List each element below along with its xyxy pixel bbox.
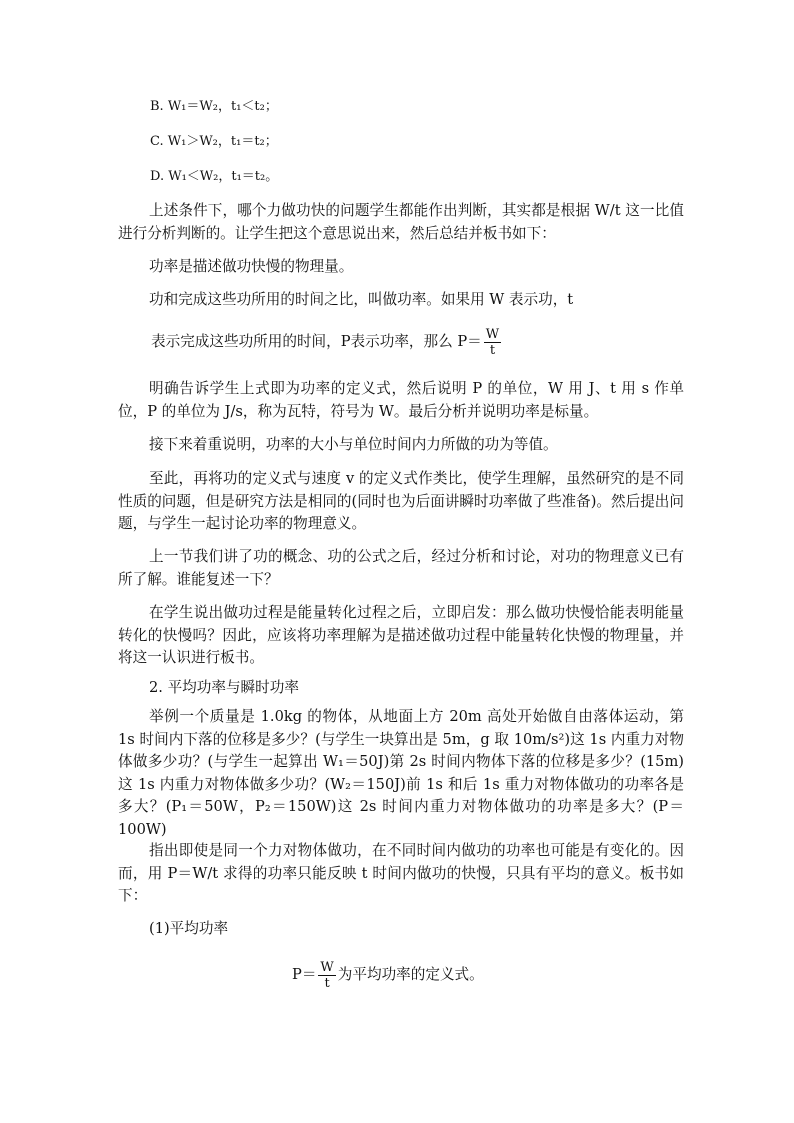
formula-left: P＝: [292, 966, 317, 983]
average-power-fraction: [318, 960, 335, 991]
fraction-denominator: t: [324, 975, 330, 991]
fraction-numerator: W: [485, 326, 500, 342]
paragraph-analogy: 至此，再将功的定义式与速度 v 的定义式作类比，使学生理解，虽然研究的是不同性质的问题，但是研究方法是相同的(同时也为后面讲瞬时功率做了些准备)。然后提出问题，与学生一起讨论功率的物理意义。: [118, 470, 684, 532]
paragraph-unit: 明确告诉学生上式即为功率的定义式，然后说明 P 的单位，W 用 J、t 用 s 作单位，P 的单位为 J/s，称为瓦特，符号为 W。最后分析并说明功率是标量。: [118, 380, 684, 420]
definition-formula-line: [151, 325, 503, 359]
paragraph-energy: 在学生说出做功过程是能量转化过程之后，立即启发：那么做功快慢恰能表明能量转化的快慢吗？因此，应该将功率理解为是描述做功过程中能量转化快慢的物理量，并将这一认识进行板书。: [118, 604, 684, 666]
section-heading-2: 2. 平均功率与瞬时功率: [149, 679, 299, 696]
definition-line-2: 功和完成这些功所用的时间之比，叫做功率。如果用 W 表示功，t: [149, 291, 574, 308]
definition-line-1: 功率是描述做功快慢的物理量。: [149, 258, 354, 275]
formula-right: 为平均功率的定义式。: [337, 966, 484, 983]
paragraph-average: 指出即使是同一个力对物体做功，在不同时间内做功的功率也可能是有变化的。因而，用 P＝W/t 求得的功率只能反映 t 时间内做功的快慢，只具有平均的意义。板书如下：: [118, 842, 684, 904]
definition-formula-text: 表示完成这些功所用的时间，P表示功率，那么 P＝: [151, 333, 482, 350]
choice-d: D. W₁＜W₂，t₁＝t₂。: [150, 169, 279, 184]
paragraph-example: 举例一个质量是 1.0kg 的物体，从地面上方 20m 高处开始做自由落体运动，第 1s 时间内下落的位移是多少？(与学生一块算出是 5m，g 取 10m/s²)这 1s 内重力对物体做多少功？(与学生一起算出 W₁＝50J)第 2s 时间内物体下落的位移是多少？(15m)这 1s 内重力对物体做多少功？(W₂＝150J)前 1s 和后 1s 重力对物体做功的功率各是多大？(P₁＝50W，P₂＝150W)这 2s 时间内重力对物体做功的功率是多大？(P＝100W): [118, 708, 684, 838]
paragraph-magnitude: 接下来着重说明，功率的大小与单位时间内力所做的功为等值。: [149, 436, 558, 453]
fraction-numerator: W: [320, 959, 334, 975]
choice-b: B. W₁＝W₂，t₁＜t₂；: [150, 99, 278, 114]
power-fraction: [484, 327, 501, 358]
paragraph-judgement: 上述条件下，哪个力做功快的问题学生都能作出判断，其实都是根据 W/t 这一比值进行分析判断的。让学生把这个意思说出来，然后总结并板书如下：: [118, 202, 684, 242]
choice-c: C. W₁＞W₂，t₁＝t₂；: [150, 134, 278, 149]
average-power-formula: [292, 958, 484, 992]
paragraph-review: 上一节我们讲了功的概念、功的公式之后，经过分析和讨论，对功的物理意义已有所了解。谁能复述一下？: [118, 548, 684, 588]
fraction-denominator: t: [489, 342, 496, 358]
subsection-heading-average-power: (1)平均功率: [149, 920, 229, 937]
